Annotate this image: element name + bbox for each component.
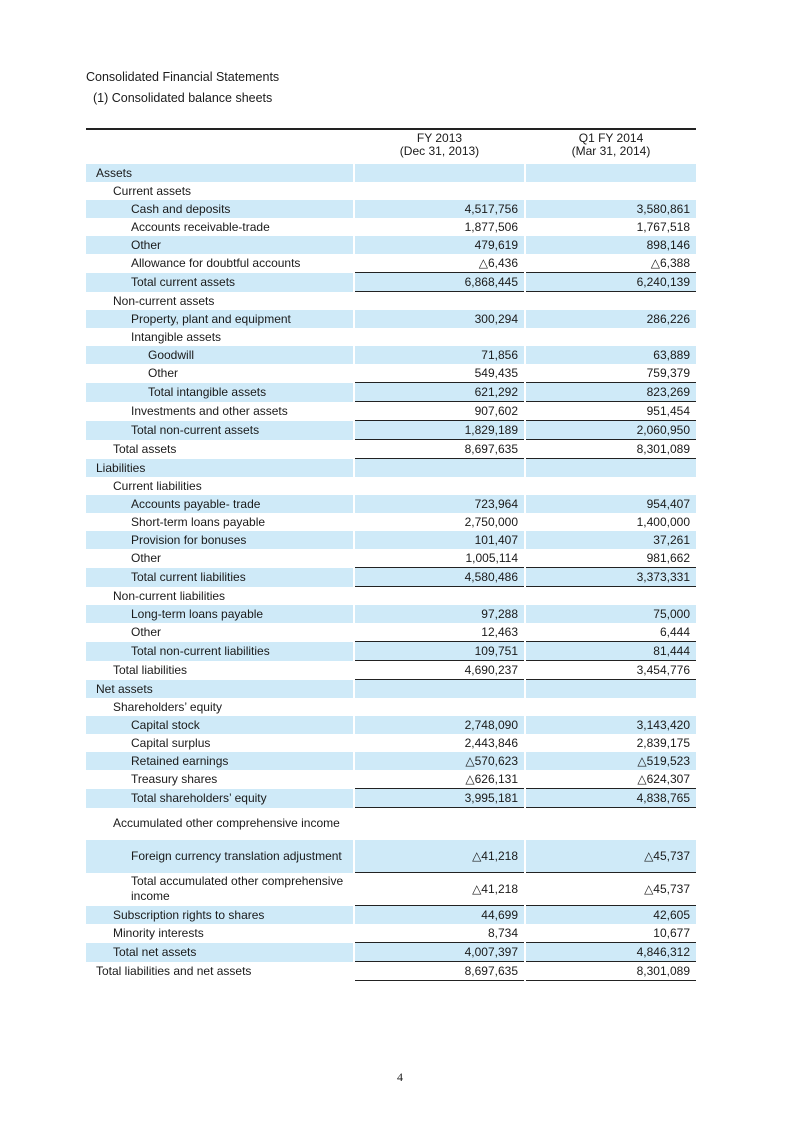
value-fy2013: 4,690,237 bbox=[354, 661, 525, 680]
row-label: Capital surplus bbox=[131, 736, 211, 750]
value-fy2013: △570,623 bbox=[354, 752, 525, 770]
value-fy2013: 97,288 bbox=[354, 605, 525, 623]
row-label: Treasury shares bbox=[131, 772, 218, 787]
value-fy2013 bbox=[354, 587, 525, 606]
value-q1fy2014 bbox=[525, 182, 696, 200]
value-q1fy2014: △45,737 bbox=[525, 840, 696, 873]
row-label: Current liabilities bbox=[113, 479, 202, 493]
value-q1fy2014: 75,000 bbox=[525, 605, 696, 623]
value-fy2013: 907,602 bbox=[354, 402, 525, 421]
value-fy2013 bbox=[354, 182, 525, 200]
value-fy2013 bbox=[354, 808, 525, 841]
value-q1fy2014: △6,388 bbox=[525, 254, 696, 273]
table-row bbox=[86, 292, 696, 311]
value-q1fy2014: 81,444 bbox=[525, 642, 696, 661]
value-q1fy2014: 8,301,089 bbox=[525, 440, 696, 459]
table-row bbox=[86, 734, 696, 752]
table-row bbox=[86, 328, 696, 346]
value-fy2013 bbox=[354, 292, 525, 311]
column-header-fy2013 bbox=[354, 129, 525, 164]
value-q1fy2014 bbox=[525, 698, 696, 716]
value-q1fy2014: 2,839,175 bbox=[525, 734, 696, 752]
value-fy2013: 101,407 bbox=[354, 531, 525, 549]
value-q1fy2014: △624,307 bbox=[525, 770, 696, 789]
value-fy2013: 723,964 bbox=[354, 495, 525, 513]
table-row bbox=[86, 477, 696, 495]
value-q1fy2014 bbox=[525, 680, 696, 699]
value-q1fy2014: 4,838,765 bbox=[525, 789, 696, 808]
value-fy2013: 479,619 bbox=[354, 236, 525, 254]
row-label: Cash and deposits bbox=[86, 200, 354, 218]
value-fy2013: 2,443,846 bbox=[354, 734, 525, 752]
value-fy2013 bbox=[354, 680, 525, 699]
table-row bbox=[86, 587, 696, 606]
row-label: Shareholders’ equity bbox=[113, 700, 222, 714]
row-label: Retained earnings bbox=[86, 752, 354, 770]
value-fy2013: 44,699 bbox=[354, 906, 525, 925]
row-label: Other bbox=[131, 551, 162, 566]
value-q1fy2014: 37,261 bbox=[525, 531, 696, 549]
table-row bbox=[86, 402, 696, 421]
value-fy2013: 8,734 bbox=[354, 924, 525, 943]
value-fy2013: △41,218 bbox=[354, 873, 525, 906]
row-label: Total intangible assets bbox=[86, 383, 354, 402]
value-q1fy2014: 10,677 bbox=[525, 924, 696, 943]
row-label: Minority interests bbox=[113, 926, 204, 941]
value-q1fy2014: 823,269 bbox=[525, 383, 696, 402]
value-fy2013 bbox=[354, 459, 525, 478]
table-row bbox=[86, 943, 696, 962]
value-fy2013: 4,007,397 bbox=[354, 943, 525, 962]
row-label: Foreign currency translation adjustment bbox=[86, 840, 354, 873]
table-header bbox=[86, 129, 696, 164]
value-q1fy2014: 898,146 bbox=[525, 236, 696, 254]
row-label: Total assets bbox=[113, 442, 177, 456]
value-fy2013: 1,829,189 bbox=[354, 421, 525, 440]
table-row bbox=[86, 459, 696, 478]
value-fy2013: 4,580,486 bbox=[354, 568, 525, 587]
value-q1fy2014: 2,060,950 bbox=[525, 421, 696, 440]
value-fy2013 bbox=[354, 328, 525, 346]
value-q1fy2014: 6,444 bbox=[525, 623, 696, 642]
value-q1fy2014 bbox=[525, 292, 696, 311]
row-label: Non-current assets bbox=[113, 293, 215, 308]
value-q1fy2014: 1,767,518 bbox=[525, 218, 696, 236]
value-q1fy2014: 3,454,776 bbox=[525, 661, 696, 680]
column-header-q1fy2014 bbox=[525, 129, 696, 164]
row-label: Total accumulated other comprehensive income bbox=[131, 874, 344, 903]
table-row bbox=[86, 623, 696, 642]
value-fy2013: 109,751 bbox=[354, 642, 525, 661]
table-row bbox=[86, 906, 696, 925]
value-fy2013 bbox=[354, 477, 525, 495]
table-row bbox=[86, 273, 696, 292]
value-q1fy2014: 1,400,000 bbox=[525, 513, 696, 531]
value-fy2013: 2,750,000 bbox=[354, 513, 525, 531]
value-fy2013: 6,868,445 bbox=[354, 273, 525, 292]
row-label: Capital stock bbox=[86, 716, 354, 734]
page-number: 4 bbox=[397, 1070, 403, 1084]
value-q1fy2014: 6,240,139 bbox=[525, 273, 696, 292]
column-header-date: (Dec 31, 2013) bbox=[399, 144, 480, 158]
value-q1fy2014: △519,523 bbox=[525, 752, 696, 770]
value-q1fy2014: 4,846,312 bbox=[525, 943, 696, 962]
label-column-header bbox=[86, 129, 354, 164]
table-row bbox=[86, 440, 696, 459]
table-row bbox=[86, 962, 696, 981]
table-row bbox=[86, 346, 696, 364]
row-label: Liabilities bbox=[86, 459, 354, 478]
row-label: Assets bbox=[86, 164, 354, 182]
value-q1fy2014 bbox=[525, 164, 696, 182]
value-q1fy2014: 8,301,089 bbox=[525, 962, 696, 981]
row-label: Subscription rights to shares bbox=[86, 906, 354, 925]
value-fy2013: 3,995,181 bbox=[354, 789, 525, 808]
table-row bbox=[86, 789, 696, 808]
row-label: Total liabilities and net assets bbox=[96, 964, 252, 978]
value-q1fy2014: △45,737 bbox=[525, 873, 696, 906]
value-q1fy2014: 63,889 bbox=[525, 346, 696, 364]
table-row bbox=[86, 808, 696, 841]
value-q1fy2014: 42,605 bbox=[525, 906, 696, 925]
row-label: Short-term loans payable bbox=[131, 515, 266, 529]
row-label: Other bbox=[131, 625, 162, 640]
table-row bbox=[86, 924, 696, 943]
row-label: Provision for bonuses bbox=[86, 531, 354, 549]
table-row bbox=[86, 182, 696, 200]
value-fy2013: 8,697,635 bbox=[354, 440, 525, 459]
value-q1fy2014 bbox=[525, 477, 696, 495]
value-fy2013: 549,435 bbox=[354, 364, 525, 383]
value-fy2013: 1,877,506 bbox=[354, 218, 525, 236]
value-q1fy2014: 3,143,420 bbox=[525, 716, 696, 734]
value-q1fy2014 bbox=[525, 328, 696, 346]
value-q1fy2014: 3,373,331 bbox=[525, 568, 696, 587]
row-label: Total current liabilities bbox=[86, 568, 354, 587]
table-row bbox=[86, 495, 696, 513]
value-fy2013: 1,005,114 bbox=[354, 549, 525, 568]
row-label: Long-term loans payable bbox=[86, 605, 354, 623]
row-label: Goodwill bbox=[86, 346, 354, 364]
value-fy2013: 300,294 bbox=[354, 310, 525, 328]
table-row bbox=[86, 840, 696, 873]
table-row bbox=[86, 531, 696, 549]
row-label: Accounts payable- trade bbox=[86, 495, 354, 513]
row-label: Other bbox=[148, 366, 179, 381]
row-label: Total liabilities bbox=[113, 663, 188, 677]
row-label: Net assets bbox=[86, 680, 354, 699]
value-fy2013: 621,292 bbox=[354, 383, 525, 402]
row-label: Total net assets bbox=[86, 943, 354, 962]
balance-sheet bbox=[86, 128, 696, 981]
table-row bbox=[86, 164, 696, 182]
table-row bbox=[86, 605, 696, 623]
value-fy2013: △41,218 bbox=[354, 840, 525, 873]
value-q1fy2014: 3,580,861 bbox=[525, 200, 696, 218]
value-fy2013 bbox=[354, 698, 525, 716]
table-row bbox=[86, 661, 696, 680]
table-row bbox=[86, 364, 696, 383]
table-row bbox=[86, 568, 696, 587]
document-subtitle: (1) Consolidated balance sheets bbox=[93, 91, 273, 105]
value-q1fy2014: 954,407 bbox=[525, 495, 696, 513]
value-q1fy2014 bbox=[525, 808, 696, 841]
column-header-date: (Mar 31, 2014) bbox=[571, 144, 651, 158]
value-fy2013: △626,131 bbox=[354, 770, 525, 789]
table-row bbox=[86, 698, 696, 716]
row-label: Current assets bbox=[113, 184, 192, 198]
row-label: Other bbox=[86, 236, 354, 254]
table-row bbox=[86, 236, 696, 254]
value-q1fy2014 bbox=[525, 587, 696, 606]
table-row bbox=[86, 752, 696, 770]
table-row bbox=[86, 873, 696, 906]
value-q1fy2014: 951,454 bbox=[525, 402, 696, 421]
row-label: Non-current liabilities bbox=[113, 588, 226, 603]
row-label: Allowance for doubtful accounts bbox=[131, 256, 301, 271]
row-label: Total non-current liabilities bbox=[86, 642, 354, 661]
row-label: Property, plant and equipment bbox=[86, 310, 354, 328]
table-row bbox=[86, 218, 696, 236]
row-label: Investments and other assets bbox=[131, 404, 288, 418]
row-label: Total current assets bbox=[86, 273, 354, 292]
row-label: Intangible assets bbox=[131, 330, 222, 344]
table-row bbox=[86, 310, 696, 328]
table-row bbox=[86, 680, 696, 699]
value-q1fy2014: 981,662 bbox=[525, 549, 696, 568]
table-row bbox=[86, 200, 696, 218]
value-fy2013: 71,856 bbox=[354, 346, 525, 364]
value-fy2013: 8,697,635 bbox=[354, 962, 525, 981]
table-row bbox=[86, 716, 696, 734]
row-label: Accumulated other comprehensive income bbox=[113, 816, 340, 831]
value-q1fy2014: 286,226 bbox=[525, 310, 696, 328]
value-fy2013 bbox=[354, 164, 525, 182]
value-q1fy2014 bbox=[525, 459, 696, 478]
row-label: Accounts receivable-trade bbox=[131, 220, 270, 234]
document-title: Consolidated Financial Statements bbox=[86, 70, 280, 84]
value-fy2013: 4,517,756 bbox=[354, 200, 525, 218]
table-row bbox=[86, 770, 696, 789]
column-header-period: Q1 FY 2014 bbox=[578, 131, 644, 145]
row-label: Total non-current assets bbox=[86, 421, 354, 440]
value-fy2013: 2,748,090 bbox=[354, 716, 525, 734]
table-row bbox=[86, 254, 696, 273]
table-row bbox=[86, 642, 696, 661]
table-row bbox=[86, 513, 696, 531]
value-q1fy2014: 759,379 bbox=[525, 364, 696, 383]
balance-sheet-table bbox=[86, 128, 696, 981]
column-header-period: FY 2013 bbox=[416, 131, 463, 145]
value-fy2013: △6,436 bbox=[354, 254, 525, 273]
table-row bbox=[86, 421, 696, 440]
value-fy2013: 12,463 bbox=[354, 623, 525, 642]
table-row bbox=[86, 383, 696, 402]
table-row bbox=[86, 549, 696, 568]
row-label: Total shareholders’ equity bbox=[86, 789, 354, 808]
